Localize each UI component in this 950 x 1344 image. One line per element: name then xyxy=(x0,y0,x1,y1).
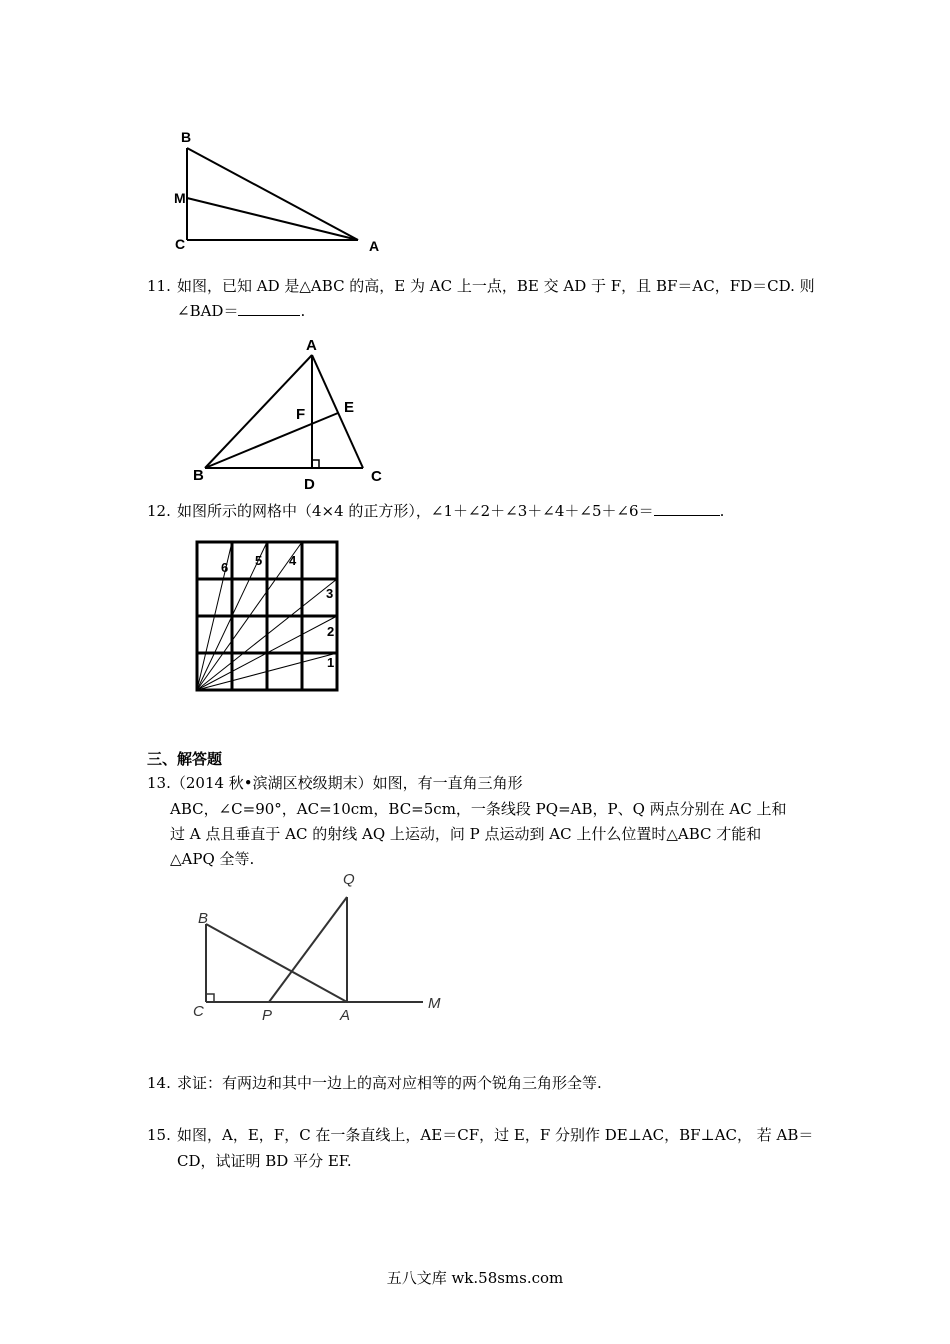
label-c: C xyxy=(193,1003,204,1020)
label-m: M xyxy=(174,190,186,206)
q15-line2: CD，试证明 BD 平分 EF. xyxy=(177,1152,352,1170)
q15-line1 xyxy=(147,1123,813,1147)
label-d: D xyxy=(304,476,315,493)
angle-label-1: 1 xyxy=(327,655,335,670)
section-3-heading: 三、解答题 xyxy=(147,750,223,768)
q11-answer-blank[interactable] xyxy=(238,299,300,316)
q12-suffix: . xyxy=(719,502,725,520)
footer-watermark: 五八文库 wk.58sms.com xyxy=(386,1269,564,1287)
q12-number: 12. xyxy=(147,502,171,520)
figure-triangle-bcma xyxy=(160,125,400,260)
label-a: A xyxy=(306,337,317,354)
label-p: P xyxy=(262,1007,273,1024)
q13-number: 13. xyxy=(147,774,171,792)
q12-answer-blank[interactable] xyxy=(654,499,720,516)
q11-number: 11. xyxy=(147,277,171,295)
angle-label-4: 4 xyxy=(289,553,297,568)
q12-text: 如图所示的网格中（4×4 的正方形），∠1＋∠2＋∠3＋∠4＋∠5＋∠6＝ xyxy=(177,502,654,520)
segment-ma xyxy=(187,198,358,240)
angle-label-2: 2 xyxy=(327,624,335,639)
q14-number: 14. xyxy=(147,1074,171,1092)
label-b: B xyxy=(181,129,192,145)
q15-text-1: 如图，A，E，F，C 在一条直线上，AE＝CF，过 E，F 分别作 DE⊥AC，BF⊥AC， 若 AB＝ xyxy=(177,1126,814,1144)
label-q: Q xyxy=(343,871,355,888)
figure-triangle-abc-altitude xyxy=(185,330,395,495)
label-f: F xyxy=(296,406,306,423)
figure-grid-4x4 xyxy=(185,530,355,705)
angle-label-5: 5 xyxy=(255,553,263,568)
q13-line4: △APQ 全等. xyxy=(170,850,255,868)
label-b: B xyxy=(198,910,209,927)
q11-text: 如图，已知 AD 是△ABC 的高，E 为 AC 上一点，BE 交 AD 于 F，且 BF＝AC，FD＝CD. 则 xyxy=(177,277,815,295)
label-m: M xyxy=(428,995,441,1012)
figure-triangles-abc-apq xyxy=(185,865,465,1030)
label-a: A xyxy=(340,1007,351,1024)
label-c: C xyxy=(371,468,382,485)
segment-ac xyxy=(312,355,363,468)
angle-label-6: 6 xyxy=(221,560,229,575)
q13-text-1: （2014 秋•滨湖区校级期末）如图，有一直角三角形 xyxy=(170,774,523,792)
q13-line2: ABC，∠C=90°，AC=10cm，BC=5cm，一条线段 PQ=AB，P、Q 两点分别在 AC 上和 xyxy=(170,800,787,818)
q11-answer-prefix: ∠BAD＝ xyxy=(177,302,239,320)
q11-line1 xyxy=(147,274,815,298)
q11-line2 xyxy=(177,299,305,323)
label-e: E xyxy=(344,399,355,416)
right-angle-mark xyxy=(312,460,319,468)
segment-ba xyxy=(187,148,358,240)
label-a: A xyxy=(369,238,380,254)
q14-line xyxy=(147,1071,602,1095)
right-angle-mark xyxy=(206,994,214,1002)
segment-pq xyxy=(269,897,347,1002)
label-b: B xyxy=(193,467,204,484)
q13-line1 xyxy=(147,771,523,795)
angle-label-3: 3 xyxy=(326,586,334,601)
q11-answer-suffix: . xyxy=(300,302,306,320)
q12-line xyxy=(147,499,724,523)
q15-number: 15. xyxy=(147,1126,171,1144)
q14-text: 求证：有两边和其中一边上的高对应相等的两个锐角三角形全等. xyxy=(177,1074,602,1092)
q13-line3: 过 A 点且垂直于 AC 的射线 AQ 上运动，问 P 点运动到 AC 上什么位置时△ABC 才能和 xyxy=(170,825,762,843)
label-c: C xyxy=(175,236,186,252)
